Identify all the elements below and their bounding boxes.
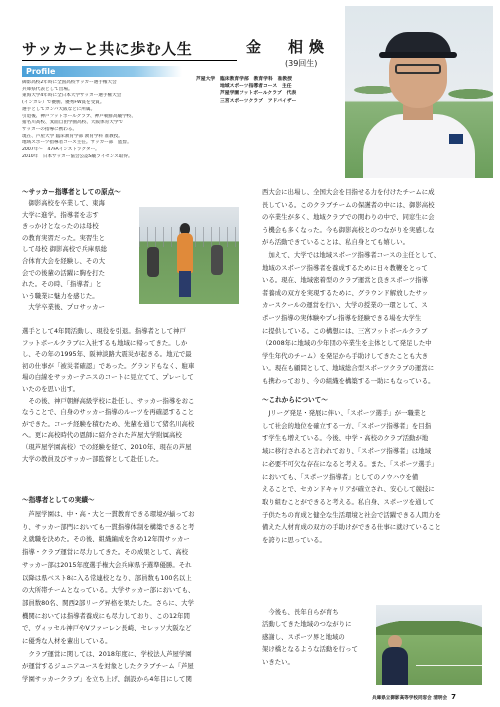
profile-line: 東海大学4年時に全日本大学サッカー選手権大会 [22,93,122,99]
section-origin-text-b [22,326,237,465]
text-line: 合体育大会を経験し、その大 [22,256,106,265]
profile-line: 地域スポーツ指導者コース主任。サッカー部 監督。 [22,140,132,146]
text-line: 御影高校を卒業して、東海 [22,199,105,207]
text-line: 大学の教員及びサッカー部監督として赴任した。 [22,454,163,463]
text-line: 長している。このクラブチームの保護者の中には、御影高校 [262,200,435,209]
profile-label: Profile [26,67,56,76]
text-line: 会での後輩の活躍に胸を打た [22,268,106,277]
text-line: 選手として4年間活動し、現役を引退。指導者として神戸 [22,327,186,335]
text-line: に優秀な人材を輩出している。 [22,637,112,646]
text-line: 感謝し、スポーツ界と地域の [262,632,345,641]
text-line: 以降は県ベスト8に入る常連校となり、部員数も100名以上 [22,573,192,582]
text-line: 加えて、大学では地域スポーツ指導者コースの主任として、 [262,250,441,259]
text-line: サッカー部は2015年度選手権大会兵庫県予選準優勝。それ [22,560,192,569]
text-line: へ。更に高校時代の恩師に紹介された芦屋大学附属高校 [22,431,182,440]
text-line: に提供している。この構想には、三宮フットボールクラブ [262,326,428,335]
text-line: の教育実習だった。実習生と [22,233,106,242]
text-line: がら活動できていることは、私自身とても嬉しい。 [262,238,409,247]
text-line: す学生も増えている。今後、中学・高校のクラブ活動が地 [262,434,429,443]
section-origin-text-a [22,198,132,314]
profile-line: 2010年 日本サッカー協会公認S級ライセンス取得。 [22,153,133,159]
text-line: フットボールクラブに入社するも地域に帰ってきた。しか [22,338,188,347]
section-achievements-text [22,508,237,686]
text-line: いる。現在、地域密着型のクラブ運営と良きスポーツ指導 [262,276,428,285]
profile-line: 引退後、神戸フットボールクラブ、神戸朝鮮高級学校、 [22,113,136,119]
text-line: 域に移行されると言われており、「スポーツ指導者」は地域 [262,447,432,456]
text-line: 活動してきた地域のつながりに [262,620,352,629]
text-line: が運営するジュニアユースを対象としたクラブチーム「芦屋 [22,662,194,671]
text-line: きっかけとなったのは母校 [22,222,99,231]
profile-line: 2007年～ 47FAインストラクター。 [22,147,100,153]
text-line: いう職業に魅力を感じた。 [22,291,99,300]
section-future-closing [262,606,370,668]
text-line: に必要不可欠な存在になると考える。また、「スポーツ選手」 [262,459,438,468]
field-photo [376,605,482,685]
text-line: で、ヴィッセル神戸やVファーレン長崎、セレッソ大阪など [22,624,192,633]
coaching-photo [139,207,239,304]
text-line: なうことで、自身のサッカー指導のルーツを再確認すること [22,408,195,417]
profile-text [22,80,187,160]
section-heading-origin: ～サッカー指導者としての原点～ [22,188,121,196]
affiliation-block [196,76,336,105]
author-generation: (39回生) [285,59,318,68]
text-line: Jリーグ発足・発展に伴い、「スポーツ選手」が一職業と [262,409,427,417]
text-line: 初の仕事が「被災者確認」であった。グランドもなく、駐車 [22,361,195,370]
affiliation-line: 三宮スポーツクラブ アドバイザー [196,98,297,104]
text-line: う機会も多くなった。今も御影高校とのつながりを実感しな [262,225,435,234]
text-line: 場の白線をサッカーテニスのコートに見立てて、プレーして [22,373,194,382]
text-line: え就職を決めた。その後、組織編成を含め12年間サッカー [22,535,190,544]
text-line: して社会的地位を確立する一方、「スポーツ指導者」を目指 [262,421,432,430]
text-line: においても、「スポーツ指導者」としてのノウハウを備 [262,472,419,481]
affiliation-line: 芦屋大学 臨床教育学部 教育学科 准教授 [196,77,292,82]
text-line: ポーツ指導の実体験やプレ指導を経験できる場を大学生 [262,313,422,322]
text-line: 学生年代のチーム）を発足から手助けしてきたことも大き [262,351,429,360]
text-line: 子供たちの育成と健全な生活環境と社会で活躍できる人間力を [262,510,441,519]
profile-line: 兵庫県代表として出場。 [22,86,73,92]
text-line: して母校 御影高校で兵庫県総 [22,245,108,254]
text-line: り、サッカー部門においても一貫指導体制を構築できると考 [22,522,195,531]
profile-line: サッカーの指導に携わる。 [22,126,78,132]
profile-line: 猪名川高校、箕面自由学園高校、大阪体育大学で [22,120,124,126]
text-line: い。現在も顧問として、地域総合型スポーツクラブの運営に [262,364,435,373]
text-line: カースクールの運営を行い、大学の授業の一環として、ス [262,301,428,310]
page-footer [372,693,456,701]
text-line: の大所帯チームとなっている。大学サッカー部においても、 [22,586,195,595]
text-line: 指導・クラブ運営に尽力してきた。その成果として、高校 [22,548,189,557]
section-heading-achievements: ～指導者としての実績～ [22,496,95,504]
section-heading-future: ～これからについて～ [262,396,328,404]
text-line: し、その年の1995年、阪神淡路大震災が起きる。地元で最 [22,350,192,359]
text-line: を誇りに思っている。 [262,536,326,545]
text-line: 者養成の双方を実現するために、グラウンド解放したサッ [262,288,429,297]
text-line: 西大会に出場し、全国大会を目指せる力を付けたチームに成 [262,188,435,196]
affiliation-line: 芦屋学園フットボールクラブ 代表 [196,91,297,97]
profile-line: 御影高校2年時に全国高校サッカー選手権大会 [22,80,117,85]
text-line: れた。その時、「指導者」と [22,280,102,289]
text-line: 地域のスポーツ指導者を養成するために日々教鞭をとって [262,263,428,272]
affiliation-line: 地域スポーツ指導者コース 主任 [196,84,292,90]
text-line: 架け橋となるような活動を行って [262,645,358,654]
text-line: 備えた人材育成の双方の手助けができる仕事に就けていること [262,523,441,532]
text-line: 学園サッカークラブ」を立ち上げ、創設から4年目にして関 [22,675,192,684]
profile-line: (インカレ）で優勝。優秀FW賞を受賞。 [22,100,105,106]
text-line: クラブ運営に関しては、2018年度に、学校法人芦屋学園 [22,649,192,658]
text-line: 取り組むことができると考える。私自身、スポーツを通して [262,497,435,506]
text-line: 大学卒業後、プロサッカー [22,303,105,312]
text-line: 部員数80名、関西2部リーグ昇格を果たした。さらに、大学 [22,598,194,607]
text-line: の卒業生が多く、地域クラブでの関わりの中で、同窓生に会 [262,213,435,222]
section-future-text [262,407,480,547]
text-line: （現芦屋学園高校）での経験を経て、2010年、現在の芦屋 [22,442,192,451]
footer-publisher: 兵庫県立御影高等学校同窓会 清明会 [372,696,448,701]
author-portrait-photo [345,6,493,178]
text-line: 大学に進学。指導者を志す [22,210,99,219]
author-name: 金 相煥 [246,38,331,56]
text-line: （2008年に地域の少年団の卒業生を主体として発足した中 [262,339,432,348]
text-line: その後、神戸朝鮮高級学校に赴任し、サッカー指導をおこ [22,396,195,405]
page-number: 7 [451,693,456,701]
profile-line: 選手としてガンバ大阪などに所属。 [22,106,96,112]
text-line: いたのを思い出す。 [22,384,80,393]
text-line: えることで、セカンドキャリアが確立され、安心して競技に [262,485,435,494]
text-line: 芦屋学園は、中・高・大と一貫教育できる環境が揃ってお [22,510,195,518]
text-line: も携わっており、今の組織を構築する一助にもなっている。 [262,376,435,385]
text-line: 今後も、長年自らが育ち [262,608,339,616]
title-underline [22,60,237,61]
article-title: サッカーと共に歩む人生 [22,40,193,58]
section-achievements-continued [262,186,480,388]
text-line: いきたい。 [262,657,294,666]
profile-line: 現在、芦屋大学 臨床教育学部 教育学科 准教授。 [22,133,123,139]
text-line: 機関においては指導者養成にも尽力しており、この12年間 [22,611,190,620]
text-line: ができた。コーチ経験を積むため、先輩を通じて猪名川高校 [22,419,195,428]
